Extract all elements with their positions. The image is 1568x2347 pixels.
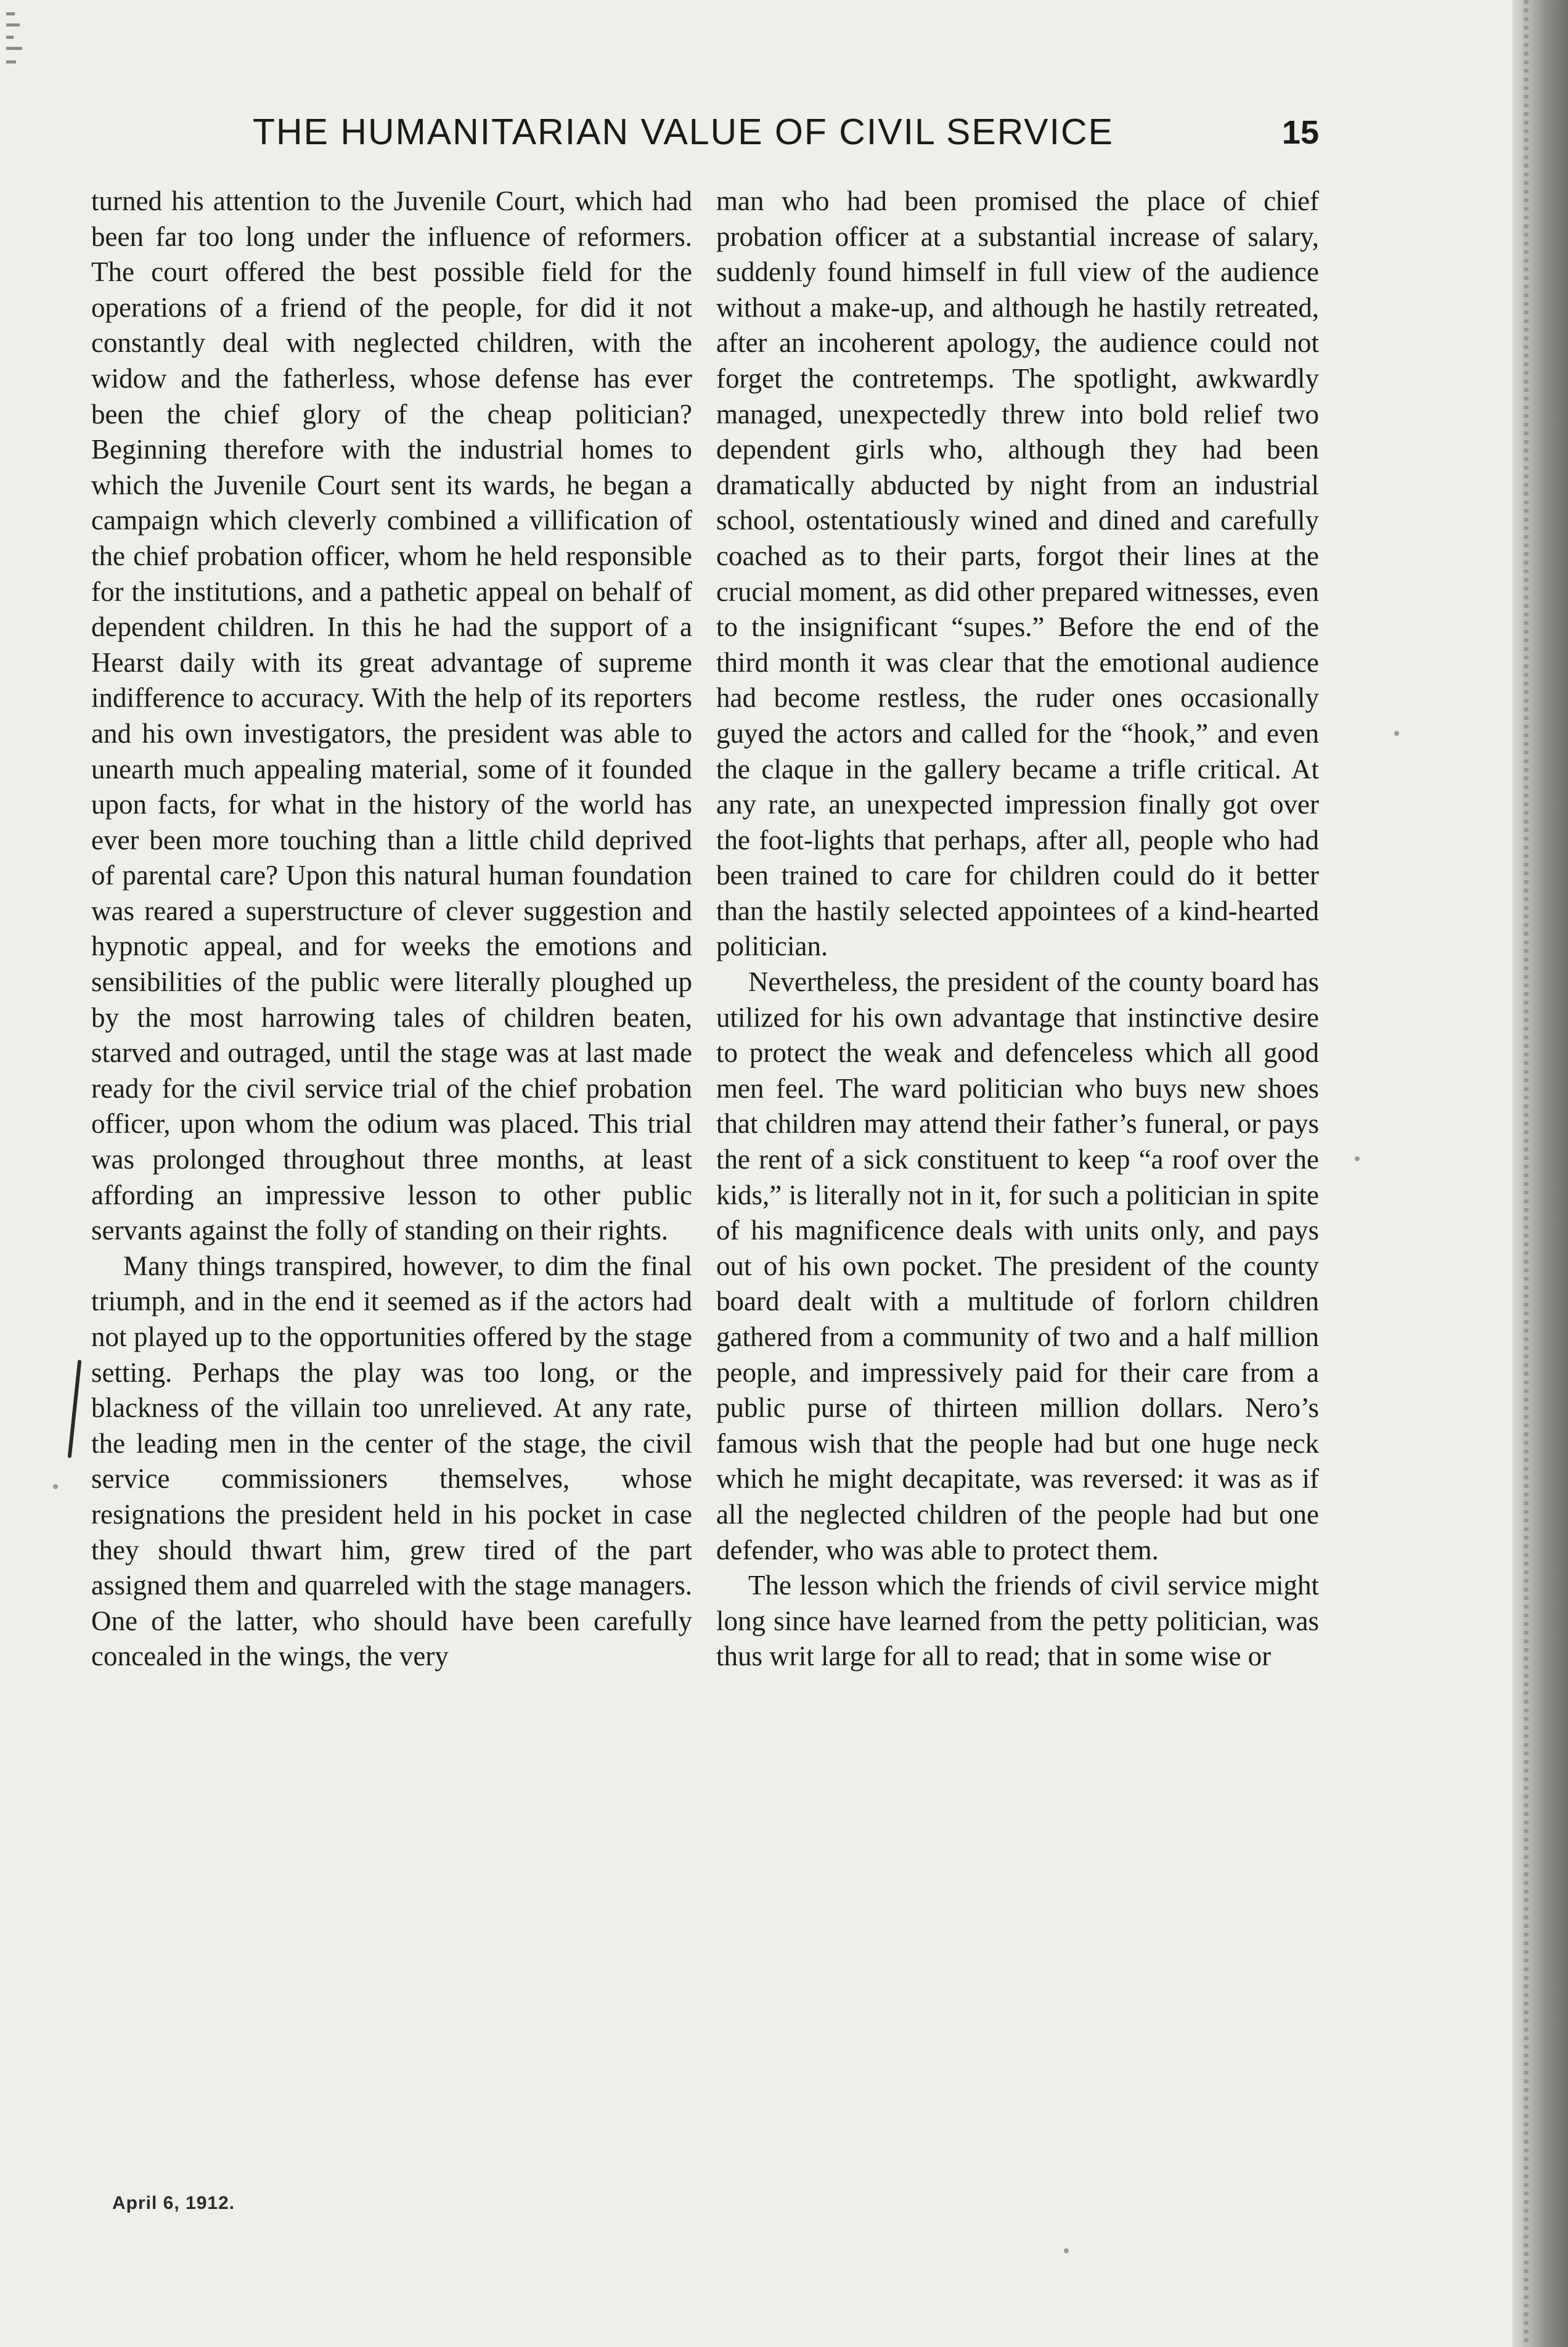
speck xyxy=(1394,731,1399,736)
running-title: THE HUMANITARIAN VALUE OF CIVIL SERVICE xyxy=(253,112,1114,152)
right-paragraph-1: man who had been promised the place of chief probation officer at a substantial increase of salary, suddenly found himself in full view of the audience without a make-up, and although he hastily retreated, after an incoherent apology, the audience could not forget the contretemps. The spotlight, awkwardly managed, unexpectedly threw into bold relief two dependent girls who, although they had been dramatically abducted by night from an industrial school, ostentatiously wined and dined and carefully coached as to their parts, forgot their lines at the crucial moment, as did other prepared witnesses, even to the insignificant “supes.” Before the end of the third month it was clear that the emotional audience had become restless, the ruder ones occasionally guyed the actors and called for the “hook,” and even the claque in the gallery became a trifle critical. At any rate, an unexpected impression finally got over the foot-lights that perhaps, after all, people who had been trained to care for children could do it better than the hastily selected appointees of a kind-hearted politician. xyxy=(716,186,1319,962)
speck xyxy=(53,1484,58,1489)
margin-specks xyxy=(4,12,28,86)
right-paragraph-2: Nevertheless, the president of the county board has utilized for his own advantage that instinctive desire to protect the weak and defenceless which all good men feel. The ward politician who buys new shoes that children may attend their father’s funeral, or pays the rent of a sick constituent to keep “a roof over the kids,” is literally not in it, for such a politician in spite of his magnificence deals with units only, and pays out of his own pocket. The president of the county board dealt with a multitude of forlorn children gathered from a community of two and a half million people, and impressively paid for their care from a public purse of thirteen million dollars. Nero’s famous wish that the people had but one huge neck which he might decapitate, was reversed: it was as if all the neglected children of the people had but one defender, who was able to protect them. xyxy=(716,966,1319,1565)
page-edge-shadow xyxy=(1513,0,1568,2347)
publication-date: April 6, 1912. xyxy=(112,2193,235,2213)
page-number: 15 xyxy=(1281,114,1319,151)
page-header xyxy=(247,111,1331,166)
speck xyxy=(1064,2248,1069,2253)
speck xyxy=(1355,1156,1360,1161)
right-paragraph-3: The lesson which the friends of civil service might long since have learned from the petty politician, was thus writ large for all to read; that in some wise or xyxy=(716,1570,1319,1672)
left-column xyxy=(91,184,692,1675)
right-column xyxy=(716,184,1319,1675)
left-paragraph-1: turned his attention to the Juvenile Court, which had been far too long under the influence of reformers. The court offered the best possible field for the operations of a friend of the people, for did it not constantly deal with neglected children, with the widow and the fatherless, whose defense has ever been the chief glory of the cheap politician? Beginning therefore with the industrial homes to which the Juvenile Court sent its wards, he began a campaign which cleverly combined a villification of the chief probation officer, whom he held responsible for the institutions, and a pathetic appeal on behalf of dependent children. In this he had the support of a Hearst daily with its great advantage of supreme indifference to accuracy. With the help of its reporters and his own investigators, the president was able to unearth much appealing material, some of it founded upon facts, for what in the history of the world has ever been more touching than a little child deprived of parental care? Upon this natural human foundation was reared a superstructure of clever suggestion and hypnotic appeal, and for weeks the emotions and sensibilities of the public were literally ploughed up by the most harrowing tales of children beaten, starved and outraged, until the stage was at last made ready for the civil service trial of the chief probation officer, upon whom the odium was placed. This trial was prolonged throughout three months, at least affording an impressive lesson to other public servants against the folly of standing on their rights. xyxy=(91,186,692,1246)
pencil-margin-mark xyxy=(68,1360,82,1458)
left-paragraph-2: Many things transpired, however, to dim the final triumph, and in the end it seemed as if the actors had not played up to the opportunities offered by the stage setting. Perhaps the play was too long, or the blackness of the villain too unrelieved. At any rate, the leading men in the center of the stage, the civil service commissioners themselves, whose resignations the president held in his pocket in case they should thwart him, grew tired of the part assigned them and quarreled with the stage managers. One of the latter, who should have been carefully concealed in the wings, the very xyxy=(91,1250,692,1672)
